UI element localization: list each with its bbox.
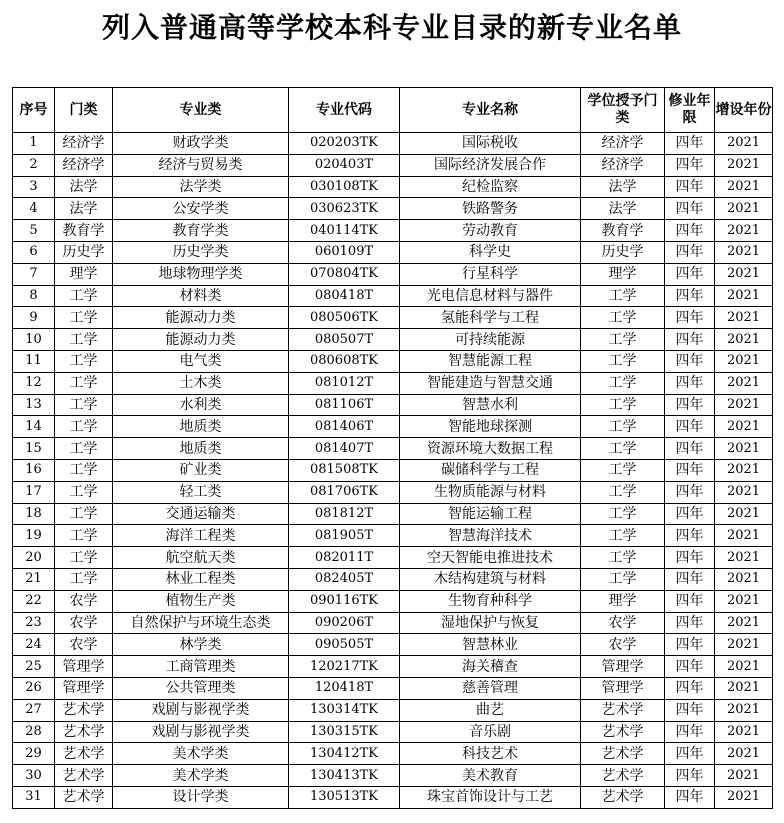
table-cell: 工学 [55,438,113,460]
table-cell: 2021 [715,612,773,634]
table-cell: 2021 [715,568,773,590]
table-row [13,481,773,503]
table-row [13,590,773,612]
table-cell: 国际经济发展合作 [400,154,581,176]
table-cell: 四年 [665,503,715,525]
table-cell: 25 [13,656,55,678]
table-cell: 工学 [581,350,665,372]
header-cell: 学位授予门类 [581,88,665,133]
table-cell: 9 [13,307,55,329]
table-cell: 16 [13,459,55,481]
table-cell: 工学 [55,285,113,307]
table-cell: 090505T [289,634,400,656]
table-cell: 智能建造与智慧交通 [400,372,581,394]
table-cell: 2021 [715,198,773,220]
table-cell: 地质类 [113,416,289,438]
table-cell: 四年 [665,350,715,372]
table-cell: 四年 [665,198,715,220]
table-row [13,241,773,263]
header-cell: 专业代码 [289,88,400,133]
table-cell: 3 [13,176,55,198]
table-cell: 070804TK [289,263,400,285]
table-cell: 公安学类 [113,198,289,220]
table-cell: 081012T [289,372,400,394]
table-cell: 2021 [715,329,773,351]
table-cell: 14 [13,416,55,438]
table-row [13,307,773,329]
table-cell: 130513TK [289,786,400,808]
table-cell: 生物质能源与材料 [400,481,581,503]
table-cell: 四年 [665,612,715,634]
table-cell: 31 [13,786,55,808]
table-cell: 130413TK [289,765,400,787]
table-cell: 13 [13,394,55,416]
table-cell: 2021 [715,133,773,155]
table-cell: 10 [13,329,55,351]
table-cell: 教育学 [55,220,113,242]
major-table [12,87,773,809]
table-cell: 水利类 [113,394,289,416]
table-cell: 130412TK [289,743,400,765]
table-cell: 四年 [665,154,715,176]
table-row [13,634,773,656]
table-cell: 工学 [55,481,113,503]
table-cell: 060109T [289,241,400,263]
table-cell: 湿地保护与恢复 [400,612,581,634]
table-cell: 15 [13,438,55,460]
table-cell: 四年 [665,394,715,416]
table-cell: 030108TK [289,176,400,198]
table-cell: 地质类 [113,438,289,460]
table-cell: 教育学 [581,220,665,242]
table-cell: 工学 [581,307,665,329]
table-cell: 智能运输工程 [400,503,581,525]
table-header-row [13,88,773,133]
table-cell: 120217TK [289,656,400,678]
table-cell: 130314TK [289,699,400,721]
table-cell: 劳动教育 [400,220,581,242]
table-cell: 2021 [715,176,773,198]
table-row [13,743,773,765]
table-cell: 120418T [289,677,400,699]
table-cell: 2021 [715,721,773,743]
table-cell: 农学 [55,612,113,634]
table-cell: 海洋工程类 [113,525,289,547]
table-cell: 经济学 [55,133,113,155]
table-cell: 030623TK [289,198,400,220]
table-cell: 082011T [289,547,400,569]
header-cell: 专业名称 [400,88,581,133]
table-cell: 28 [13,721,55,743]
table-cell: 植物生产类 [113,590,289,612]
table-cell: 经济学 [581,133,665,155]
table-cell: 工学 [581,372,665,394]
table-cell: 2021 [715,525,773,547]
table-cell: 艺术学 [581,765,665,787]
table-cell: 艺术学 [55,721,113,743]
table-cell: 工学 [55,394,113,416]
table-cell: 020403T [289,154,400,176]
table-cell: 碳储科学与工程 [400,459,581,481]
table-cell: 历史学 [581,241,665,263]
table-cell: 130315TK [289,721,400,743]
table-cell: 法学 [581,198,665,220]
table-cell: 管理学 [55,656,113,678]
table-row [13,677,773,699]
table-cell: 美术教育 [400,765,581,787]
table-cell: 080507T [289,329,400,351]
table-cell: 财政学类 [113,133,289,155]
table-cell: 工学 [581,459,665,481]
table-cell: 四年 [665,285,715,307]
table-cell: 教育学类 [113,220,289,242]
table-cell: 航空航天类 [113,547,289,569]
table-cell: 工学 [55,372,113,394]
table-cell: 理学 [581,590,665,612]
table-cell: 交通运输类 [113,503,289,525]
table-cell: 四年 [665,372,715,394]
table-row [13,721,773,743]
table-row [13,176,773,198]
table-cell: 081406T [289,416,400,438]
table-cell: 四年 [665,176,715,198]
table-cell: 2021 [715,307,773,329]
table-row [13,765,773,787]
page-title: 列入普通高等学校本科专业目录的新专业名单 [101,11,682,44]
table-cell: 2021 [715,677,773,699]
table-cell: 四年 [665,525,715,547]
table-cell: 工学 [581,568,665,590]
table-cell: 艺术学 [55,743,113,765]
table-cell: 工学 [55,568,113,590]
table-cell: 艺术学 [581,786,665,808]
table-cell: 6 [13,241,55,263]
table-cell: 2021 [715,786,773,808]
table-cell: 2 [13,154,55,176]
table-cell: 2021 [715,438,773,460]
table-cell: 木结构建筑与材料 [400,568,581,590]
table-cell: 艺术学 [55,699,113,721]
table-cell: 氢能科学与工程 [400,307,581,329]
table-cell: 2021 [715,154,773,176]
table-cell: 智慧能源工程 [400,350,581,372]
table-cell: 管理学 [581,656,665,678]
table-cell: 经济与贸易类 [113,154,289,176]
table-cell: 艺术学 [581,721,665,743]
table-cell: 法学类 [113,176,289,198]
table-cell: 四年 [665,307,715,329]
table-cell: 081508TK [289,459,400,481]
table-cell: 工学 [55,416,113,438]
table-row [13,133,773,155]
table-cell: 林学类 [113,634,289,656]
table-cell: 040114TK [289,220,400,242]
table-cell: 080418T [289,285,400,307]
table-row [13,285,773,307]
table-cell: 工学 [581,329,665,351]
table-cell: 能源动力类 [113,307,289,329]
table-cell: 四年 [665,634,715,656]
table-cell: 历史学类 [113,241,289,263]
table-cell: 能源动力类 [113,329,289,351]
table-row [13,568,773,590]
table-row [13,786,773,808]
table-cell: 工学 [581,416,665,438]
table-cell: 26 [13,677,55,699]
table-cell: 法学 [55,198,113,220]
table-cell: 020203TK [289,133,400,155]
table-cell: 23 [13,612,55,634]
table-cell: 7 [13,263,55,285]
table-row [13,459,773,481]
table-cell: 2021 [715,241,773,263]
table-cell: 工学 [581,503,665,525]
table-row [13,416,773,438]
table-cell: 四年 [665,241,715,263]
table-cell: 音乐剧 [400,721,581,743]
table-row [13,154,773,176]
table-cell: 土木类 [113,372,289,394]
table-cell: 19 [13,525,55,547]
table-cell: 11 [13,350,55,372]
table-cell: 四年 [665,263,715,285]
table-cell: 工学 [55,307,113,329]
table-cell: 科学史 [400,241,581,263]
table-row [13,438,773,460]
table-cell: 082405T [289,568,400,590]
table-cell: 12 [13,372,55,394]
table-cell: 四年 [665,590,715,612]
header-cell: 门类 [55,88,113,133]
table-cell: 2021 [715,481,773,503]
table-cell: 四年 [665,220,715,242]
table-cell: 理学 [581,263,665,285]
header-cell: 修业年限 [665,88,715,133]
header-cell: 专业类 [113,88,289,133]
table-row [13,525,773,547]
table-cell: 四年 [665,481,715,503]
table-cell: 081905T [289,525,400,547]
table-cell: 2021 [715,416,773,438]
table-cell: 智慧水利 [400,394,581,416]
table-cell: 20 [13,547,55,569]
table-cell: 24 [13,634,55,656]
table-cell: 戏剧与影视学类 [113,699,289,721]
table-cell: 法学 [581,176,665,198]
table-cell: 8 [13,285,55,307]
table-cell: 四年 [665,699,715,721]
table-cell: 管理学 [55,677,113,699]
table-cell: 生物育种科学 [400,590,581,612]
table-row [13,612,773,634]
table-cell: 四年 [665,568,715,590]
table-cell: 四年 [665,133,715,155]
table-cell: 材料类 [113,285,289,307]
table-cell: 2021 [715,263,773,285]
table-cell: 可持续能源 [400,329,581,351]
table-cell: 艺术学 [55,786,113,808]
table-cell: 电气类 [113,350,289,372]
table-cell: 空天智能电推进技术 [400,547,581,569]
table-cell: 自然保护与环境生态类 [113,612,289,634]
table-cell: 工学 [55,503,113,525]
table-cell: 美术学类 [113,743,289,765]
table-cell: 2021 [715,547,773,569]
table-cell: 智能地球探测 [400,416,581,438]
table-cell: 纪检监察 [400,176,581,198]
table-cell: 30 [13,765,55,787]
table-cell: 2021 [715,503,773,525]
table-row [13,547,773,569]
table-cell: 080608TK [289,350,400,372]
table-cell: 2021 [715,372,773,394]
table-cell: 4 [13,198,55,220]
table-cell: 090206T [289,612,400,634]
table-cell: 工商管理类 [113,656,289,678]
table-cell: 18 [13,503,55,525]
table-cell: 工学 [55,329,113,351]
table-cell: 工学 [581,547,665,569]
table-cell: 珠宝首饰设计与工艺 [400,786,581,808]
table-cell: 法学 [55,176,113,198]
table-cell: 智慧林业 [400,634,581,656]
table-row [13,220,773,242]
table-cell: 行星科学 [400,263,581,285]
table-cell: 081106T [289,394,400,416]
table-cell: 农学 [581,634,665,656]
table-cell: 工学 [55,459,113,481]
table-cell: 21 [13,568,55,590]
table-cell: 2021 [715,220,773,242]
table-cell: 四年 [665,329,715,351]
table-cell: 工学 [581,438,665,460]
table-cell: 四年 [665,438,715,460]
table-cell: 090116TK [289,590,400,612]
table-cell: 四年 [665,547,715,569]
table-cell: 工学 [581,394,665,416]
table-cell: 光电信息材料与器件 [400,285,581,307]
table-cell: 农学 [581,612,665,634]
table-cell: 科技艺术 [400,743,581,765]
table-cell: 2021 [715,350,773,372]
table-cell: 铁路警务 [400,198,581,220]
table-row [13,699,773,721]
table-row [13,372,773,394]
table-cell: 四年 [665,656,715,678]
table-cell: 2021 [715,285,773,307]
table-cell: 美术学类 [113,765,289,787]
table-cell: 四年 [665,459,715,481]
table-cell: 工学 [581,525,665,547]
table-cell: 2021 [715,699,773,721]
table-cell: 081407T [289,438,400,460]
table-cell: 17 [13,481,55,503]
table-cell: 四年 [665,765,715,787]
table-cell: 2021 [715,743,773,765]
table-cell: 2021 [715,590,773,612]
table-cell: 农学 [55,590,113,612]
table-body [13,133,773,809]
table-cell: 地球物理学类 [113,263,289,285]
table-cell: 工学 [55,525,113,547]
table-cell: 资源环境大数据工程 [400,438,581,460]
table-cell: 艺术学 [581,743,665,765]
table-cell: 曲艺 [400,699,581,721]
table-row [13,394,773,416]
table-cell: 慈善管理 [400,677,581,699]
table-cell: 2021 [715,634,773,656]
table-cell: 22 [13,590,55,612]
table-cell: 设计学类 [113,786,289,808]
table-cell: 海关稽查 [400,656,581,678]
table-cell: 轻工类 [113,481,289,503]
table-cell: 29 [13,743,55,765]
table-row [13,329,773,351]
table-cell: 国际税收 [400,133,581,155]
table-cell: 2021 [715,765,773,787]
table-cell: 工学 [55,350,113,372]
table-cell: 四年 [665,743,715,765]
table-cell: 四年 [665,721,715,743]
table-row [13,198,773,220]
table-cell: 经济学 [55,154,113,176]
table-cell: 理学 [55,263,113,285]
table-cell: 081706TK [289,481,400,503]
table-cell: 艺术学 [55,765,113,787]
table-cell: 工学 [581,285,665,307]
table-cell: 艺术学 [581,699,665,721]
table-cell: 1 [13,133,55,155]
header-cell: 序号 [13,88,55,133]
table-cell: 管理学 [581,677,665,699]
table-cell: 四年 [665,416,715,438]
table-row [13,656,773,678]
table-cell: 经济学 [581,154,665,176]
table-row [13,350,773,372]
table-cell: 戏剧与影视学类 [113,721,289,743]
table-cell: 四年 [665,786,715,808]
table-cell: 历史学 [55,241,113,263]
table-cell: 智慧海洋技术 [400,525,581,547]
table-row [13,263,773,285]
header-cell: 增设年份 [715,88,773,133]
table-cell: 080506TK [289,307,400,329]
table-cell: 矿业类 [113,459,289,481]
table-cell: 四年 [665,677,715,699]
table-cell: 2021 [715,394,773,416]
table-cell: 2021 [715,656,773,678]
table-cell: 27 [13,699,55,721]
table-cell: 公共管理类 [113,677,289,699]
table-row [13,503,773,525]
table-cell: 农学 [55,634,113,656]
table-cell: 工学 [55,547,113,569]
table-cell: 2021 [715,459,773,481]
table-cell: 工学 [581,481,665,503]
table-cell: 5 [13,220,55,242]
table-cell: 林业工程类 [113,568,289,590]
table-cell: 081812T [289,503,400,525]
